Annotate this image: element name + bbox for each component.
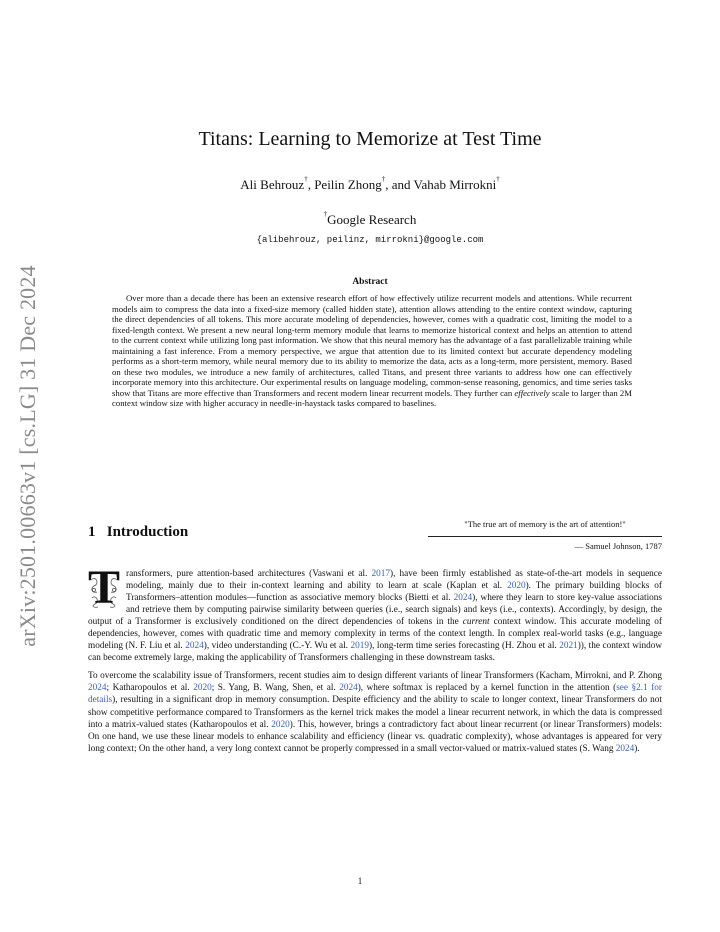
- section-heading: [88, 524, 188, 541]
- citation-link[interactable]: see §2.1 for details: [88, 683, 662, 706]
- epigraph-rule: [428, 536, 662, 537]
- author-list: [90, 177, 650, 193]
- citation-link[interactable]: 2024: [453, 593, 473, 604]
- arxiv-stamp-text: arXiv:2501.00663v1 [cs.LG] 31 Dec 2024: [15, 265, 40, 647]
- body-text: ), resulting in a significant drop in memory consumption. Despite efficiency and the ability to scale to longer context, linear Transformers do not show competitive performance compared to Transformers as the kernel trick makes the model a linear recurrent network, in which the data is compressed into a matrix-valued states (Katharopoulos et al.: [88, 695, 662, 730]
- body-text: context window. This accurate modeling of dependencies, however, comes with quadratic time and memory complexity in terms of the context length. In complex real-world tasks (e.g., language modeling (N. F. Liu et al.: [88, 617, 662, 652]
- author-mark: †: [304, 175, 308, 183]
- affiliation-mark: †: [323, 210, 328, 218]
- abstract-text-part: scale to larger than 2M context window size with higher accuracy in needle-in-haystack tasks compared to baselines.: [112, 387, 632, 409]
- section-title: Introduction: [106, 524, 189, 540]
- author-name: Ali Behrouz: [240, 177, 305, 192]
- citation-link[interactable]: 2020: [271, 719, 290, 730]
- abstract-heading: Abstract: [352, 277, 388, 287]
- dropcap-letter: T: [88, 561, 121, 614]
- citation-link[interactable]: 2024: [615, 743, 635, 754]
- body-text: ), have been firmly established as state-of-the-art models in sequence modeling, mainly due to their in-context learning and ability to learn at scale (Kaplan et al.: [126, 569, 663, 592]
- body-text: ), long-term time series forecasting (H. Zhou et al.: [369, 641, 560, 652]
- body-text: )), the context window can become extremely large, making the applicability of Transformers challenging in these downstream tasks.: [88, 641, 662, 664]
- intro-paragraph-1-text: [88, 569, 662, 663]
- abstract-emphasis: effectively: [514, 387, 550, 398]
- body-text: ), where they learn to store key-value associations and retrieve them by computing pairwise similarity between queries (i.e., search signals) and keys (i.e., contexts). Accordingly, by design, the output of a Transformer is exclusively conditioned on the direct dependencies of tokens in the: [88, 593, 663, 628]
- citation-link[interactable]: 2020: [507, 581, 526, 592]
- author-separator: , and: [385, 177, 414, 192]
- epigraph-author: — Samuel Johnson, 1787: [574, 541, 662, 551]
- citation-link[interactable]: 2021: [559, 641, 578, 652]
- introduction-body: [88, 561, 663, 761]
- body-text: To overcome the scalability issue of Transformers, recent studies aim to design different variants of linear Transformers (Kacham, Mirrokni, and P. Zhong: [88, 671, 662, 682]
- affiliation: [90, 212, 650, 228]
- epigraph: [428, 519, 662, 551]
- author-mark: †: [381, 175, 386, 183]
- section-number: 1: [88, 524, 96, 540]
- body-text: ).: [634, 743, 640, 754]
- body-text: ; Katharopoulos et al.: [106, 683, 194, 694]
- author-emails: {alibehrouz, peilinz, mirrokni}@google.com: [256, 235, 484, 245]
- citation-link[interactable]: 2019: [350, 641, 369, 652]
- citation-link[interactable]: 2024: [339, 683, 358, 694]
- body-text: ), video understanding (C.-Y. Wu et al.: [203, 641, 351, 652]
- epigraph-quote: "The true art of memory is the art of attention!": [464, 519, 626, 529]
- citation-link[interactable]: 2024: [88, 683, 107, 694]
- author-name: Peilin Zhong: [314, 177, 382, 192]
- author-name: Vahab Mirrokni: [413, 177, 497, 192]
- body-text: ; S. Yang, B. Wang, Shen, et al.: [211, 683, 340, 694]
- citation-link[interactable]: 2020: [193, 683, 212, 694]
- paper-title: Titans: Learning to Memorize at Test Time: [198, 128, 542, 150]
- author-separator: ,: [307, 177, 315, 192]
- arxiv-stamp: [10, 248, 46, 664]
- author-mark: †: [496, 175, 500, 183]
- body-text: ), where softmax is replaced by a kernel function in the attention (: [357, 683, 617, 694]
- abstract-text-part: Over more than a decade there has been an extensive research effort of how effectively utilize recurrent models and attentions. While recurrent models aim to compress the data into a fixed-size memory (called hidden state), attention allows attending to the entire context window, capturing the direct dependencies of all tokens. This more accurate modeling of dependencies, however, comes with a quadratic cost, limiting the model to a fixed-length context. We present a new neural long-term memory module that learns to memorize historical context and helps an attention to attend to the current context while utilizing long past information. We show that this neural memory has the advantage of a fast parallelizable training while maintaining a fast inference. From a memory perspective, we argue that attention due to its limited context but accurate dependency modeling performs as a short-term memory, while neural memory due to its ability to memorize the data, acts as a long-term, more persistent, memory. Based on these two modules, we introduce a new family of architectures, called Titans, and present three variants to address how one can effectively incorporate memory into this architecture. Our experimental results on language modeling, common-sense reasoning, genomics, and time series tasks show that Titans are more effective than Transformers and recent modern linear recurrent models. They further can: [112, 293, 632, 398]
- citation-link[interactable]: 2024: [185, 641, 204, 652]
- body-text: ransformers, pure attention-based architectures (Vaswani et al.: [126, 569, 372, 579]
- affiliation-name: Google Research: [327, 212, 417, 227]
- intro-paragraph-1: [88, 561, 663, 664]
- emphasis-text: current: [462, 617, 490, 628]
- body-text: ). The primary building blocks of Transformers–attention modules—function as associative memory blocks (Bietti et al.: [126, 581, 663, 604]
- page-number: 1: [357, 876, 363, 886]
- citation-link[interactable]: 2017: [371, 569, 391, 579]
- body-text: ). This, however, brings a contradictory fact about linear recurrent (or linear Transformers) models: On one hand, we use these linear models to enhance scalability and efficiency (linear vs. quadratic complexity), whose advantages is appeared for very long context; On the other hand, a very long context cannot be properly compressed in a small vector-valued or matrix-valued states (S. Wang: [88, 719, 662, 754]
- dropcap: [88, 561, 122, 614]
- abstract-text: [112, 293, 632, 409]
- intro-paragraph-2: [88, 670, 662, 754]
